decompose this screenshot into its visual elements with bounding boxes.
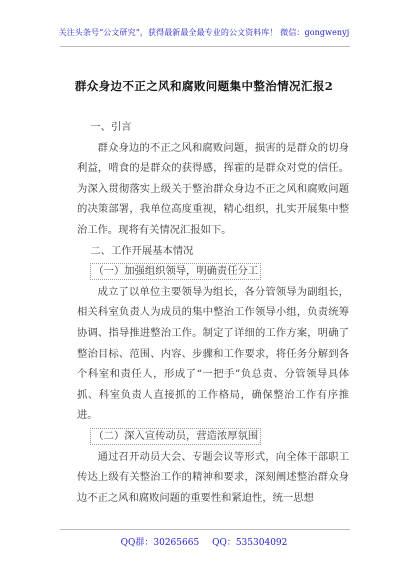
header-divider: [60, 46, 350, 47]
subheading-organization: [77, 261, 349, 282]
paragraph: 群众身边的不正之风和腐败问题，损害的是群众的切身利益，啃食的是群众的获得感，挥霍的是群众对党的信任。为深入贯彻落实上级关于整治群众身边不正之风和腐败问题的决策部署，我单位高度重视，精心组织，扎实开展集中整治工作。现将有关情况汇报如下。: [77, 141, 349, 236]
document-title: 群众身边不正之风和腐败问题集中整治情况汇报2: [74, 79, 334, 93]
footer-contacts: [0, 535, 408, 548]
section-heading-intro: 一、引言: [90, 121, 132, 133]
footer-qq-group: QQ群：30265665: [120, 538, 200, 548]
subheading-label: （一）加强组织领导，明确责任分工: [90, 263, 261, 280]
paragraph: 通过召开动员大会、专题会议等形式，向全体干部职工传达上级有关整治工作的精神和要求，深刻阐述整治群众身边不正之风和腐败问题的重要性和紧迫性，统一思想: [77, 450, 349, 504]
footer-divider: [60, 529, 350, 530]
footer-qq: QQ：535304092: [212, 538, 288, 548]
subheading-publicity: [77, 426, 349, 447]
subheading-label: （二）深入宣传动员，营造浓厚氛围: [90, 428, 261, 445]
section-heading-work: 二、工作开展基本情况: [90, 244, 194, 257]
paragraph: 成立了以单位主要领导为组长，各分管领导为副组长，相关科室负责人为成员的集中整治工作领导小组，负责统筹协调、指导推进整治工作。制定了详细的工作方案，明确了整治目标、范围、内容、步骤和工作要求，将任务分解到各个科室和责任人，形成了“一把手”负总责、分管领导具体抓、科室负责人直接抓的工作格局，确保整治工作有序推进。: [77, 285, 349, 422]
header-note: 关注头条号“公文研究”，获得最新最全最专业的公文资料库！ 微信：gongwenyj: [58, 28, 350, 37]
document-body: [77, 117, 349, 508]
